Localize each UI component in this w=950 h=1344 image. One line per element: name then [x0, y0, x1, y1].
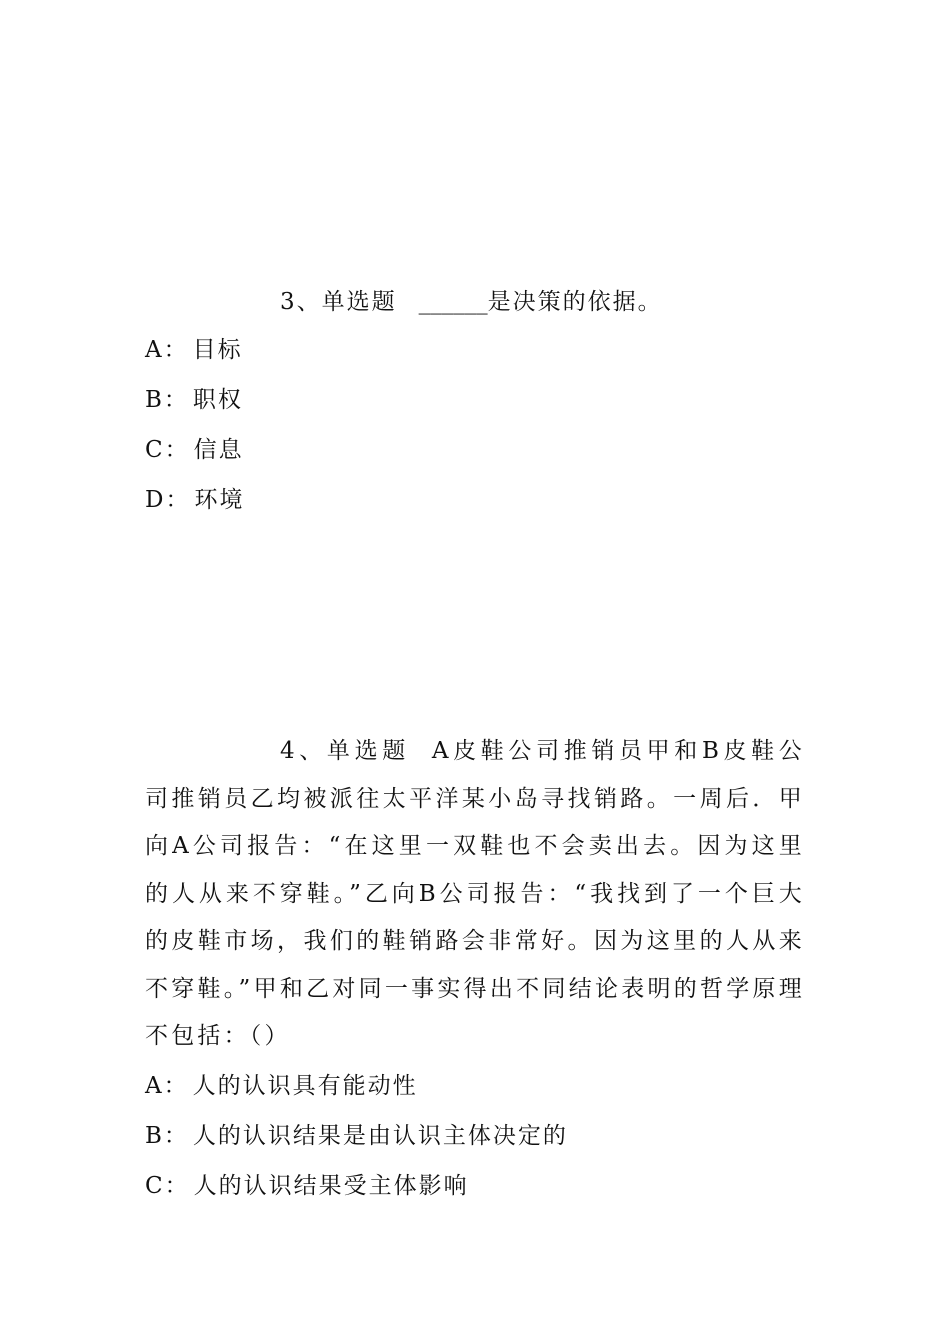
question-3-text: 是决策的依据。 — [487, 289, 663, 315]
option-key: C： — [145, 437, 190, 463]
option-text: 目标 — [192, 337, 243, 363]
question-3-option-a[interactable] — [145, 325, 805, 375]
question-4-stem — [145, 728, 805, 1061]
question-4-options — [145, 1061, 805, 1211]
option-key: A： — [145, 337, 189, 363]
option-key: D： — [145, 487, 191, 513]
option-text: 人的认识结果受主体影响 — [193, 1172, 469, 1199]
option-key: B： — [145, 387, 189, 413]
option-text: 人的认识具有能动性 — [192, 1072, 418, 1099]
question-4 — [145, 728, 805, 1211]
option-text: 环境 — [194, 487, 245, 513]
option-text: 职权 — [192, 387, 243, 413]
question-4-option-b[interactable] — [145, 1111, 805, 1161]
question-4-option-c[interactable] — [145, 1161, 805, 1211]
option-key: B： — [145, 1122, 189, 1149]
question-3-option-c[interactable] — [145, 425, 805, 475]
option-key: C： — [145, 1172, 190, 1199]
question-3-header: 3、单选题 — [280, 289, 397, 315]
question-4-option-a[interactable] — [145, 1061, 805, 1111]
question-4-header: 4、单选题 — [280, 738, 410, 764]
question-3 — [145, 282, 805, 525]
question-3-option-d[interactable] — [145, 475, 805, 525]
option-text: 信息 — [193, 437, 244, 463]
option-key: A： — [145, 1072, 189, 1099]
question-3-stem — [145, 282, 805, 322]
question-4-text: A皮鞋公司推销员甲和B皮鞋公司推销员乙均被派往太平洋某小岛寻找销路。一周后．甲向A公司报告：“在这里一双鞋也不会卖出去。因为这里的人从来不穿鞋。”乙向B公司报告：“我找到了一个巨大的皮鞋市场，我们的鞋销路会非常好。因为这里的人从来不穿鞋。”甲和乙对同一事实得出不同结论表明的哲学原理不包括：（） — [145, 738, 805, 1049]
option-text: 人的认识结果是由认识主体决定的 — [192, 1122, 568, 1149]
question-3-blank: ______ — [418, 289, 488, 315]
question-3-options — [145, 325, 805, 525]
question-3-option-b[interactable] — [145, 375, 805, 425]
